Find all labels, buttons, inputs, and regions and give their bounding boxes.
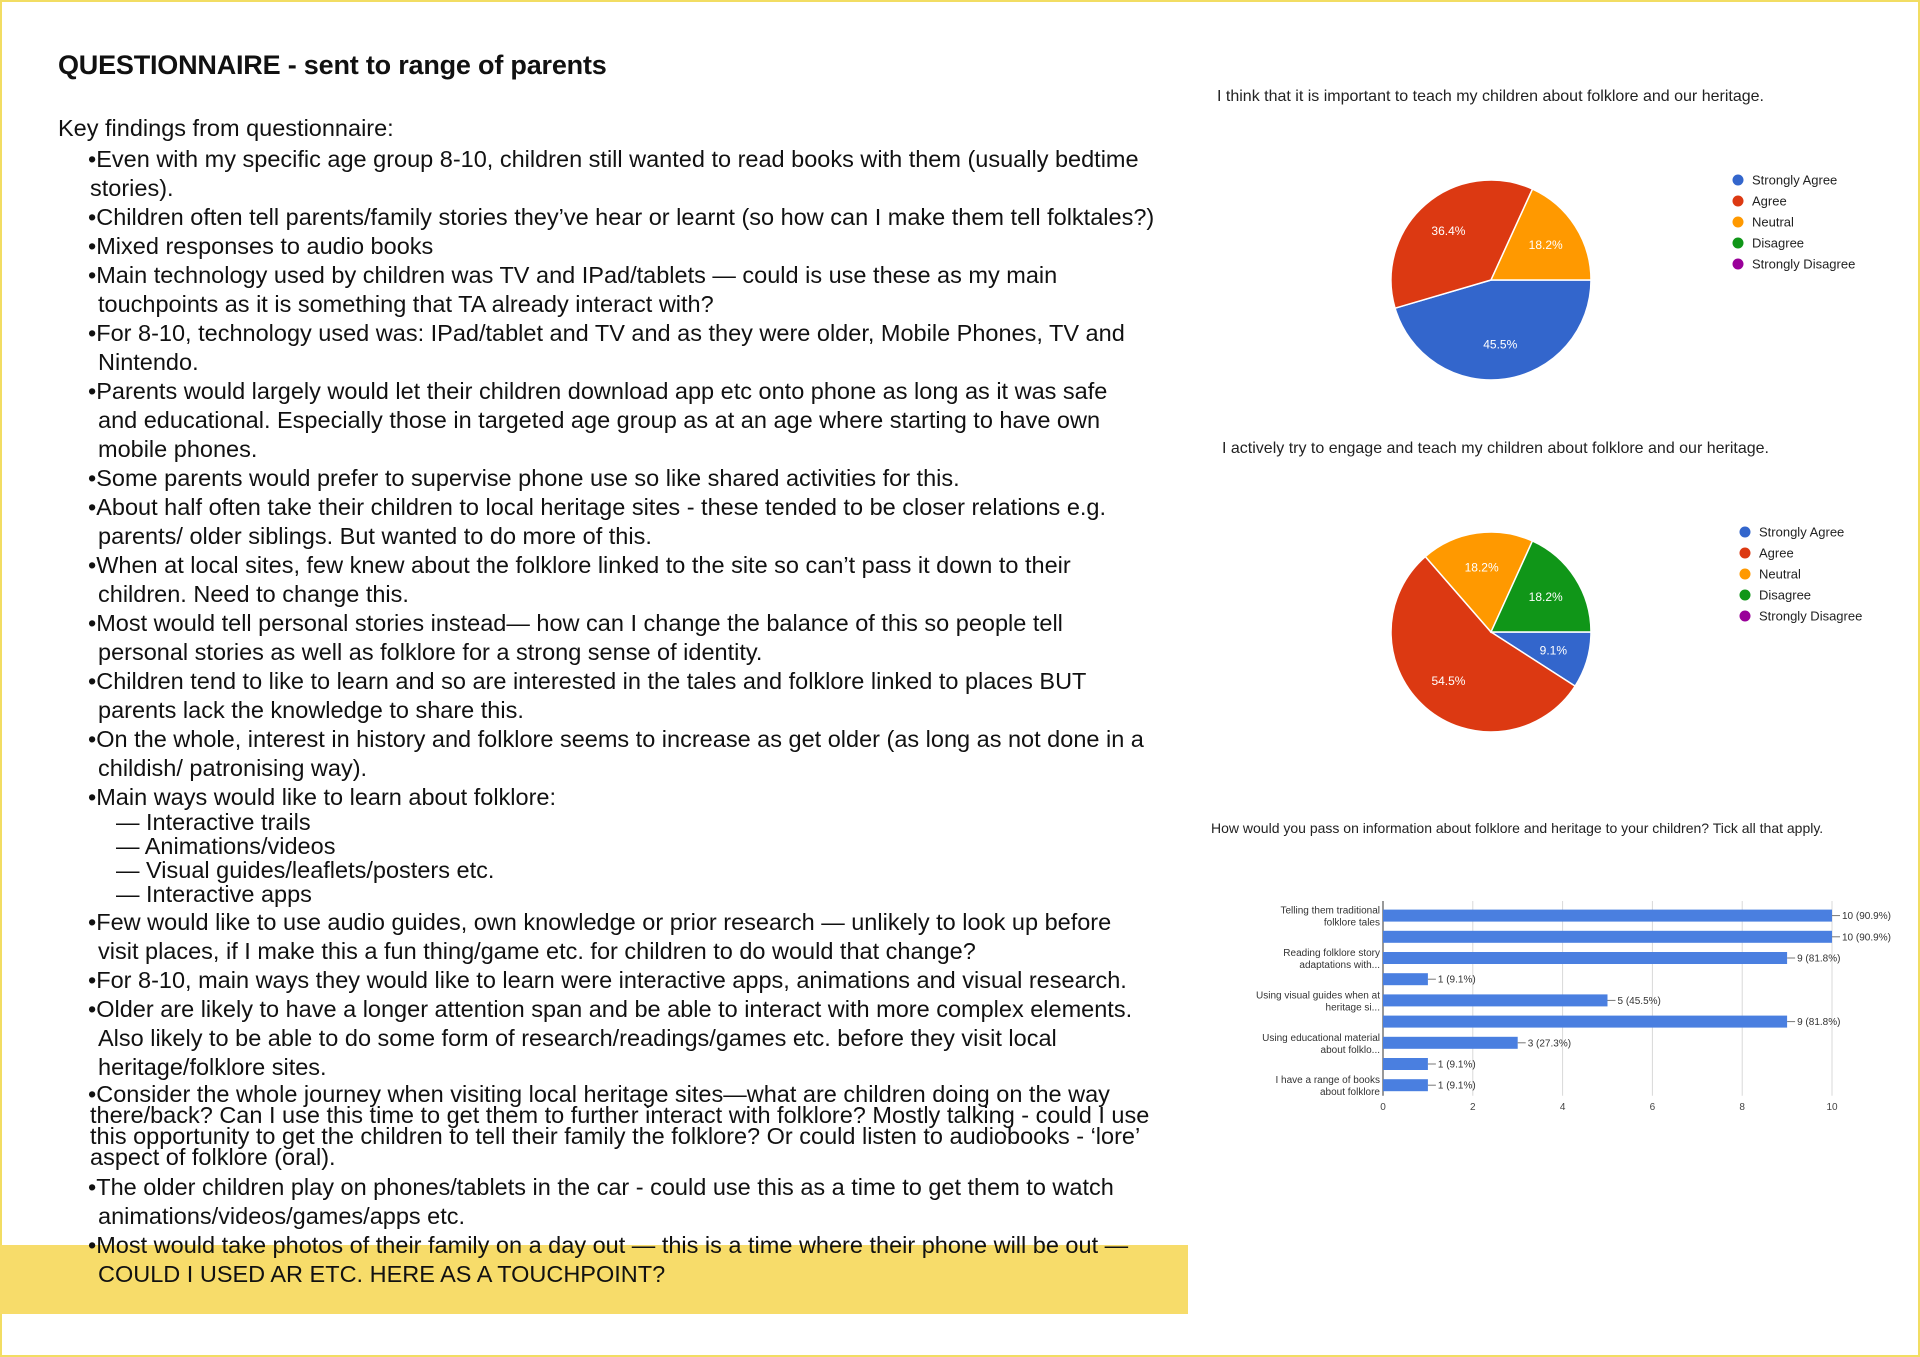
legend-marker	[1740, 611, 1751, 622]
bar-value-label: 5 (45.5%)	[1617, 995, 1661, 1007]
finding-line: there/back? Can I use this time to get them to further interact with folklore? Mostly talking - could I use	[90, 1102, 1150, 1128]
bar	[1383, 910, 1832, 922]
pie-slice-label: 54.5%	[1431, 674, 1466, 689]
finding-line: •Older are likely to have a longer attention span and be able to interact with more complex elements.	[88, 996, 1133, 1022]
finding-line: aspect of folklore (oral).	[90, 1144, 336, 1170]
bar-value-label: 3 (27.3%)	[1527, 1038, 1572, 1050]
category-label: Telling them traditional folklore tales	[1280, 905, 1380, 929]
finding-line: — Interactive apps	[116, 881, 312, 907]
finding-line: •Mixed responses to audio books	[88, 233, 434, 259]
finding-line: •Even with my specific age group 8-10, children still wanted to read books with them (usually bedtime	[88, 146, 1139, 172]
legend-label: Strongly Agree	[1752, 172, 1838, 188]
x-tick-label: 2	[1470, 1101, 1476, 1113]
legend-marker	[1740, 548, 1751, 559]
x-tick-label: 10	[1826, 1101, 1838, 1113]
finding-line: •Some parents would prefer to supervise phone use so like shared activities for this.	[88, 465, 960, 491]
category-label: Using educational material about folklo...	[1262, 1032, 1380, 1056]
finding-line: mobile phones.	[98, 436, 258, 462]
finding-line: childish/ patronising way).	[98, 755, 368, 781]
finding-line: •Main technology used by children was TV and IPad/tablets — could is use these as my main	[88, 262, 1058, 288]
legend-label: Strongly Disagree	[1759, 608, 1863, 624]
x-tick-label: 6	[1649, 1101, 1656, 1113]
chart-2-title: I actively try to engage and teach my children about folklore and our heritage.	[1222, 440, 1769, 457]
bar-value-label: 1 (9.1%)	[1437, 974, 1476, 986]
finding-line: •On the whole, interest in history and folklore seems to increase as get older (as long as not done in a	[88, 726, 1144, 752]
finding-line: personal stories as well as folklore for a strong sense of identity.	[98, 639, 763, 665]
legend-marker	[1733, 196, 1744, 207]
finding-line: •The older children play on phones/tablets in the car - could use this as a time to get them to watch	[88, 1174, 1114, 1200]
chart-3-title: How would you pass on information about folklore and heritage to your children? Tick all that apply.	[1211, 820, 1824, 836]
category-label: I have a range of books about folklore	[1275, 1075, 1380, 1099]
finding-line: •Consider the whole journey when visiting local heritage sites—what are children doing on the way	[88, 1081, 1110, 1107]
finding-line: this opportunity to get the children to tell their family the folklore? Or could listen to audiobooks - ‘lore’	[90, 1123, 1141, 1149]
pie-slice-label: 18.2%	[1528, 589, 1563, 604]
legend-marker	[1740, 527, 1751, 538]
finding-line: parents/ older siblings. But wanted to do more of this.	[98, 523, 652, 549]
findings-intro: Key findings from questionnaire:	[58, 115, 394, 141]
bar-value-label: 10 (90.9%)	[1842, 932, 1891, 944]
x-tick-label: 8	[1739, 1101, 1745, 1113]
legend-marker	[1740, 569, 1751, 580]
finding-line: •Most would take photos of their family on a day out — this is a time where their phone will be out —	[88, 1232, 1129, 1258]
pie-slice-label: 9.1%	[1539, 643, 1568, 658]
legend-label: Disagree	[1759, 587, 1812, 603]
x-tick-label: 0	[1380, 1101, 1386, 1113]
finding-line: animations/videos/games/apps etc.	[98, 1203, 466, 1229]
finding-line: heritage/folklore sites.	[98, 1054, 327, 1080]
legend-marker	[1733, 238, 1744, 249]
finding-line: parents lack the knowledge to share this.	[98, 697, 524, 723]
legend-label: Disagree	[1752, 235, 1805, 251]
pie-slice-label: 36.4%	[1431, 223, 1466, 238]
legend-marker	[1733, 259, 1744, 270]
bar-value-label: 9 (81.8%)	[1797, 1017, 1841, 1029]
finding-line: •About half often take their children to local heritage sites - these tended to be closer relations e.g.	[88, 494, 1107, 520]
finding-line: and educational. Especially those in targeted age group as at an age where starting to have own	[98, 407, 1101, 433]
finding-line: Nintendo.	[98, 349, 199, 375]
bar	[1383, 931, 1832, 943]
pie-slice-label: 18.2%	[1464, 560, 1499, 575]
finding-line: — Visual guides/leaflets/posters etc.	[116, 857, 495, 883]
finding-line: COULD I USED AR ETC. HERE AS A TOUCHPOINT?	[98, 1261, 666, 1287]
legend-label: Agree	[1752, 193, 1787, 209]
finding-line: •Children often tell parents/family stories they’ve hear or learnt (so how can I make them tell folktales?)	[88, 204, 1155, 230]
legend-marker	[1733, 175, 1744, 186]
finding-line: •Few would like to use audio guides, own knowledge or prior research — unlikely to look up before	[88, 909, 1112, 935]
bar-chart-pass-on	[1210, 895, 1910, 1120]
finding-line: •Parents would largely would let their children download app etc onto phone as long as it was safe	[88, 378, 1108, 404]
bar	[1383, 1016, 1787, 1028]
legend-label: Agree	[1759, 545, 1794, 561]
finding-line: Also likely to be able to do some form of research/readings/games etc. before they visit local	[98, 1025, 1057, 1051]
bar	[1383, 973, 1428, 985]
category-label: Using visual guides when at heritage si...	[1256, 990, 1380, 1014]
bar	[1383, 1079, 1428, 1091]
legend-label: Neutral	[1752, 214, 1794, 230]
legend-marker	[1733, 217, 1744, 228]
finding-line: stories).	[90, 175, 174, 201]
bar-value-label: 1 (9.1%)	[1437, 1080, 1476, 1092]
finding-line: •For 8-10, technology used was: IPad/tablet and TV and as they were older, Mobile Phones, TV and	[88, 320, 1125, 346]
bar-value-label: 10 (90.9%)	[1842, 911, 1891, 923]
finding-line: — Animations/videos	[116, 833, 336, 859]
legend-label: Neutral	[1759, 566, 1801, 582]
pie-chart-importance	[1370, 160, 1900, 400]
pie-slice-label: 18.2%	[1528, 237, 1563, 252]
finding-line: visit places, if I make this a fun thing/game etc. for children to do would that change?	[98, 938, 976, 964]
bar	[1383, 1058, 1428, 1070]
bar	[1383, 1037, 1518, 1049]
category-label: Reading folklore story adaptations with...	[1283, 948, 1380, 971]
pie-slice-label: 45.5%	[1483, 337, 1518, 352]
finding-line: •Main ways would like to learn about folklore:	[88, 784, 557, 810]
legend-label: Strongly Disagree	[1752, 256, 1856, 272]
bar	[1383, 994, 1608, 1006]
bar-value-label: 1 (9.1%)	[1437, 1059, 1476, 1071]
finding-line: •For 8-10, main ways they would like to learn were interactive apps, animations and visual research.	[88, 967, 1127, 993]
legend-label: Strongly Agree	[1759, 524, 1845, 540]
chart-1-title: I think that it is important to teach my children about folklore and our heritage.	[1217, 88, 1764, 105]
finding-line: •Children tend to like to learn and so are interested in the tales and folklore linked to places BUT	[88, 668, 1087, 694]
bar	[1383, 952, 1787, 964]
page-title: QUESTIONNAIRE - sent to range of parents	[58, 50, 607, 80]
finding-line: •Most would tell personal stories instead— how can I change the balance of this so people tell	[88, 610, 1063, 636]
finding-line: touchpoints as it is something that TA already interact with?	[98, 291, 714, 317]
pie-chart-engagement	[1370, 512, 1900, 752]
finding-line: — Interactive trails	[116, 809, 311, 835]
legend-marker	[1740, 590, 1751, 601]
finding-line: children. Need to change this.	[98, 581, 409, 607]
x-tick-label: 4	[1559, 1101, 1566, 1113]
finding-line: •When at local sites, few knew about the folklore linked to the site so can’t pass it down to their	[88, 552, 1071, 578]
bar-value-label: 9 (81.8%)	[1797, 953, 1841, 965]
